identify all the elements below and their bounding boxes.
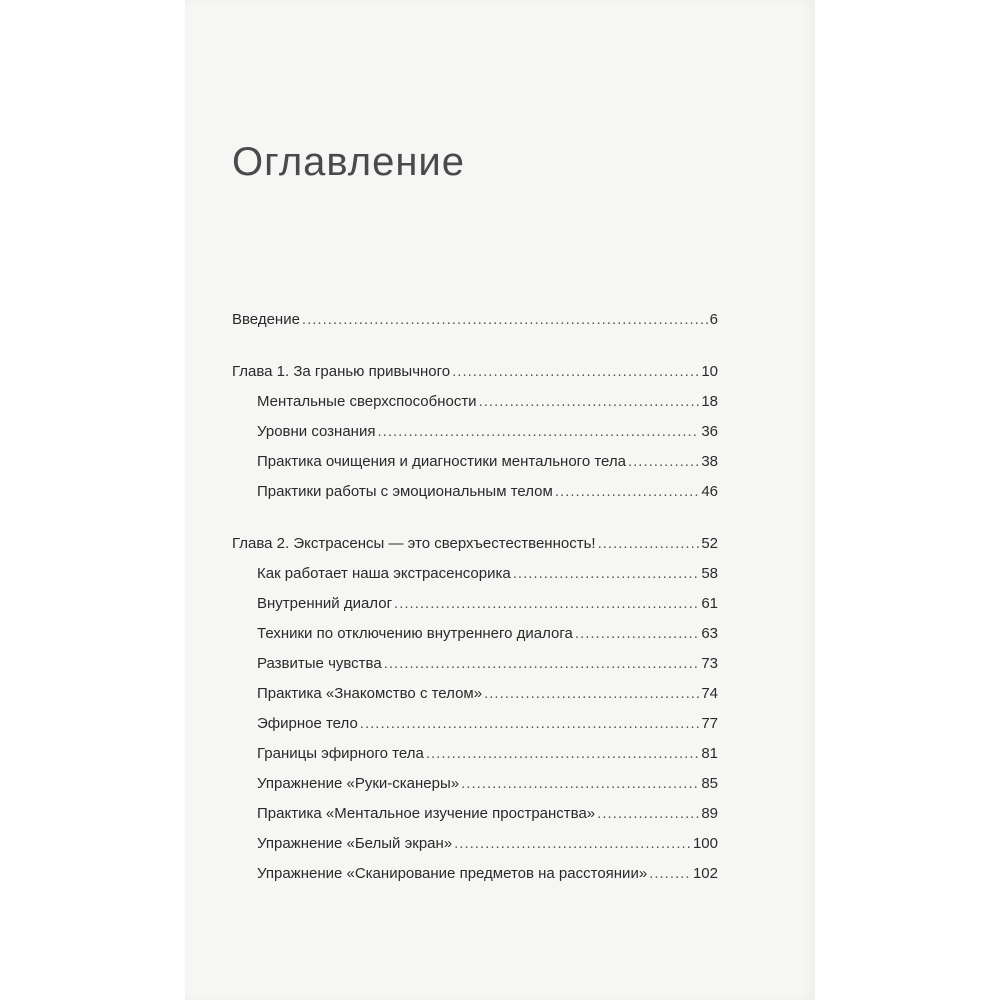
toc-entry-page: 74 (701, 685, 718, 702)
dot-leader (426, 739, 700, 769)
toc-entry-subsection (232, 829, 718, 859)
toc-entry-subsection (232, 709, 718, 739)
toc-entry-page: 61 (701, 595, 718, 612)
dot-leader (452, 357, 699, 387)
toc-entry-label: Упражнение «Руки-сканеры» (257, 775, 460, 792)
dot-leader (377, 417, 699, 447)
toc-entry-label: Уровни сознания (257, 423, 376, 440)
toc-entry-subsection (232, 417, 718, 447)
toc-entry-subsection (232, 559, 718, 589)
toc-entry-subsection (232, 679, 718, 709)
toc-entry-label: Практика «Знакомство с телом» (257, 685, 483, 702)
dot-leader (513, 559, 700, 589)
dot-leader (302, 305, 708, 335)
toc-entry-page: 73 (701, 655, 718, 672)
toc-entry-page: 89 (701, 805, 718, 822)
dot-leader (628, 447, 699, 477)
toc-entry-label: Границы эфирного тела (257, 745, 424, 762)
toc-entry-page: 85 (701, 775, 718, 792)
dot-leader (555, 477, 700, 507)
toc-entry-subsection (232, 859, 718, 889)
toc-entry-introduction (232, 305, 718, 335)
toc-entry-label: Введение (232, 311, 300, 328)
toc-entry-label: Глава 1. За гранью привычного (232, 363, 451, 380)
toc-entry-label: Практика «Ментальное изучение пространства» (257, 805, 596, 822)
toc-entry-label: Глава 2. Экстрасенсы — это сверхъестественность! (232, 535, 596, 552)
dot-leader (461, 769, 699, 799)
toc-entry-subsection (232, 649, 718, 679)
toc-entry-page: 36 (701, 423, 718, 440)
toc-entry-subsection (232, 769, 718, 799)
toc-entry-chapter-1 (232, 357, 718, 387)
dot-leader (597, 799, 699, 829)
toc-entry-label: Упражнение «Белый экран» (257, 835, 453, 852)
toc-entry-page: 10 (701, 363, 718, 380)
toc-entry-page: 100 (692, 835, 718, 852)
toc-entry-label: Техники по отключению внутреннего диалога (257, 625, 573, 642)
toc-entry-label: Развитые чувства (257, 655, 382, 672)
toc-entry-subsection (232, 799, 718, 829)
toc-entry-page: 77 (701, 715, 718, 732)
toc-entry-label: Внутренний диалог (257, 595, 393, 612)
toc-entry-page: 46 (701, 483, 718, 500)
page-title: Оглавление (232, 140, 466, 184)
dot-leader (384, 649, 700, 679)
dot-leader (598, 529, 700, 559)
toc-entry-page: 102 (692, 865, 718, 882)
toc-entry-page: 6 (709, 311, 718, 328)
dot-leader (649, 859, 691, 889)
toc-entry-label: Как работает наша экстрасенсорика (257, 565, 511, 582)
toc-entry-label: Практика очищения и диагностики ментального тела (257, 453, 626, 470)
dot-leader (360, 709, 700, 739)
dot-leader (484, 679, 699, 709)
toc-entry-page: 18 (701, 393, 718, 410)
toc-entry-page: 63 (701, 625, 718, 642)
toc-entry-subsection (232, 387, 718, 417)
toc-entry-label: Упражнение «Сканирование предметов на расстоянии» (257, 865, 648, 882)
dot-leader (479, 387, 700, 417)
dot-leader (394, 589, 699, 619)
toc-entry-subsection (232, 739, 718, 769)
toc-entry-subsection (232, 619, 718, 649)
toc-entry-label: Эфирное тело (257, 715, 358, 732)
toc-entry-subsection (232, 589, 718, 619)
toc-entry-page: 58 (701, 565, 718, 582)
toc-entry-label: Практики работы с эмоциональным телом (257, 483, 553, 500)
dot-leader (454, 829, 691, 859)
toc-entry-page: 81 (701, 745, 718, 762)
toc-entry-subsection (232, 477, 718, 507)
toc-entry-subsection (232, 447, 718, 477)
toc-entry-chapter-2 (232, 529, 718, 559)
dot-leader (575, 619, 699, 649)
toc-entry-page: 38 (701, 453, 718, 470)
table-of-contents (232, 305, 718, 889)
toc-entry-page: 52 (701, 535, 718, 552)
toc-entry-label: Ментальные сверхспособности (257, 393, 477, 410)
